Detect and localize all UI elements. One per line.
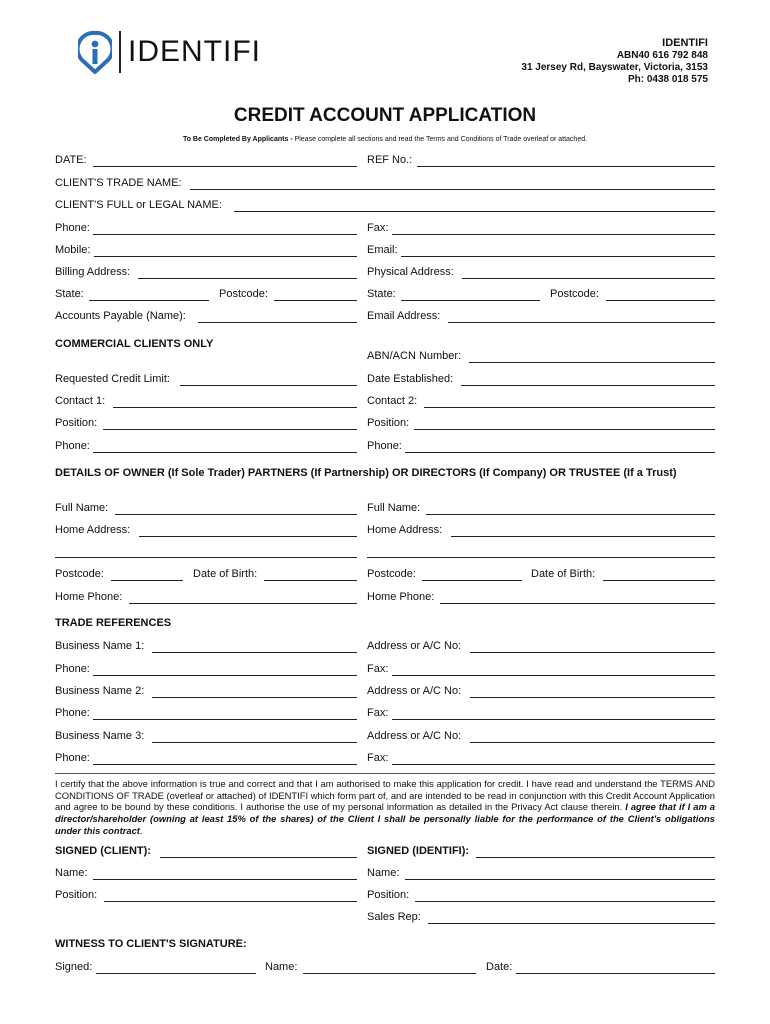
witness-signed-label: Signed:: [55, 961, 93, 973]
ref-phone3-label: Phone:: [55, 752, 90, 764]
witness-date-field[interactable]: [516, 973, 715, 974]
witness-signed-field[interactable]: [96, 973, 256, 974]
signed-client-label: SIGNED (CLIENT):: [55, 845, 151, 857]
page-title: CREDIT ACCOUNT APPLICATION: [233, 105, 537, 126]
declaration-text: [55, 778, 715, 837]
commercial-phone2-label: Phone:: [367, 440, 402, 452]
mobile-label: Mobile:: [55, 244, 91, 256]
address-ac3-field[interactable]: [470, 742, 715, 743]
home-address2-label: Home Address:: [367, 524, 443, 536]
declaration-end: .: [139, 824, 143, 836]
commercial-phone2-field[interactable]: [405, 452, 715, 453]
dob1-field[interactable]: [264, 580, 357, 581]
date-established-field[interactable]: [461, 385, 715, 386]
dob2-label: Date of Birth:: [531, 568, 596, 580]
fax-label: Fax:: [367, 222, 389, 234]
phone-label: Phone:: [55, 222, 90, 234]
owner-postcode2-label: Postcode:: [367, 568, 416, 580]
commercial-phone1-label: Phone:: [55, 440, 90, 452]
ref-field[interactable]: [417, 166, 715, 167]
accounts-payable-field[interactable]: [198, 322, 357, 323]
client-name-label: Name:: [55, 867, 88, 879]
business2-field[interactable]: [152, 697, 357, 698]
address-ac2-label: Address or A/C No:: [367, 685, 462, 697]
client-position-field[interactable]: [104, 901, 357, 902]
declaration-emphasis: I agree that if I am a director/shareholder (owning at least 15% of the shares) of the Client I shall be personally liable for the performance of the Client's obligations under this contract: [55, 801, 715, 836]
owner-postcode1-field[interactable]: [111, 580, 183, 581]
company-phone: Ph: 0438 018 575: [627, 74, 708, 85]
ref-fax1-field[interactable]: [392, 675, 715, 676]
signed-identifi-label: SIGNED (IDENTIFI):: [367, 845, 470, 857]
home-address1-field[interactable]: [139, 536, 357, 537]
owners-heading: DETAILS OF OWNER (If Sole Trader) PARTNERS (If Partnership) OR DIRECTORS (If Company) OR TRUSTEE (If a Trust): [55, 467, 677, 479]
signed-client-field[interactable]: [160, 857, 357, 858]
postcode-field[interactable]: [274, 300, 357, 301]
trade-name-field[interactable]: [190, 189, 715, 190]
physical-postcode-label: Postcode:: [550, 288, 599, 300]
commercial-phone1-field[interactable]: [93, 452, 357, 453]
ref-phone1-field[interactable]: [93, 675, 357, 676]
ref-fax1-label: Fax:: [367, 663, 389, 675]
full-name1-label: Full Name:: [55, 502, 109, 514]
home-address2-field[interactable]: [451, 536, 715, 537]
ref-fax3-label: Fax:: [367, 752, 389, 764]
company-abn: ABN40 616 792 848: [616, 50, 708, 61]
identifi-position-field[interactable]: [415, 901, 715, 902]
ref-label: REF No.:: [367, 154, 413, 166]
contact2-field[interactable]: [424, 407, 715, 408]
instructions-text: Please complete all sections and read the Terms and Conditions of Trade overleaf or attached.: [292, 136, 588, 143]
declaration-body: I certify that the above information is true and correct and that I am authorised to make this application for credit. I have read and understand the TERMS AND CONDITIONS OF TRADE (overleaf or attached) of IDENTIFI which form part of, and are intended to be read in conjunction with this Credit Account Application and agree to be bound by these conditions. I authorise the use of my personal information as detailed in the Privacy Act clause therein.: [55, 778, 715, 813]
commercial-heading: COMMERCIAL CLIENTS ONLY: [55, 338, 214, 350]
company-logo: [78, 30, 261, 74]
home-address1-line2[interactable]: [55, 557, 357, 558]
trade-name-label: CLIENT'S TRADE NAME:: [55, 177, 182, 189]
ref-phone1-label: Phone:: [55, 663, 90, 675]
dob1-label: Date of Birth:: [193, 568, 258, 580]
owner-postcode1-label: Postcode:: [55, 568, 104, 580]
trade-references-heading: TRADE REFERENCES: [55, 617, 172, 629]
witness-date-label: Date:: [486, 961, 513, 973]
business3-label: Business Name 3:: [55, 730, 145, 742]
owner-postcode2-field[interactable]: [422, 580, 522, 581]
address-ac2-field[interactable]: [470, 697, 715, 698]
identifi-name-field[interactable]: [405, 879, 715, 880]
physical-address-field[interactable]: [462, 278, 715, 279]
credit-limit-label: Requested Credit Limit:: [55, 373, 170, 385]
contact1-label: Contact 1:: [55, 395, 106, 407]
billing-address-field[interactable]: [138, 278, 357, 279]
home-address2-line2[interactable]: [367, 557, 715, 558]
business1-field[interactable]: [152, 652, 357, 653]
date-field[interactable]: [93, 166, 357, 167]
logo-divider: [119, 31, 121, 73]
company-address: 31 Jersey Rd, Bayswater, Victoria, 3153: [521, 62, 708, 73]
home-phone2-label: Home Phone:: [367, 591, 435, 603]
physical-state-field[interactable]: [401, 300, 540, 301]
address-ac1-label: Address or A/C No:: [367, 640, 462, 652]
date-label: DATE:: [55, 154, 87, 166]
home-address1-label: Home Address:: [55, 524, 131, 536]
witness-name-label: Name:: [265, 961, 298, 973]
fax-field[interactable]: [392, 234, 715, 235]
client-name-field[interactable]: [93, 879, 357, 880]
witness-heading: WITNESS TO CLIENT'S SIGNATURE:: [55, 938, 247, 950]
address-ac3-label: Address or A/C No:: [367, 730, 462, 742]
contact1-field[interactable]: [113, 407, 357, 408]
full-name1-field[interactable]: [115, 514, 357, 515]
instructions-bold: To Be Completed By Applicants -: [182, 136, 293, 143]
legal-name-field[interactable]: [234, 211, 715, 212]
instructions: [0, 136, 770, 143]
physical-postcode-field[interactable]: [606, 300, 715, 301]
sales-rep-label: Sales Rep:: [367, 911, 421, 923]
ref-fax2-field[interactable]: [392, 719, 715, 720]
ref-fax2-label: Fax:: [367, 707, 389, 719]
home-phone2-field[interactable]: [440, 603, 715, 604]
accounts-payable-label: Accounts Payable (Name):: [55, 310, 186, 322]
signed-identifi-field[interactable]: [476, 857, 715, 858]
dob2-field[interactable]: [603, 580, 715, 581]
postcode-label: Postcode:: [219, 288, 268, 300]
email-address-field[interactable]: [448, 322, 715, 323]
email-label: Email:: [367, 244, 398, 256]
physical-state-label: State:: [367, 288, 396, 300]
full-name2-label: Full Name:: [367, 502, 421, 514]
identifi-name-label: Name:: [367, 867, 400, 879]
mobile-field[interactable]: [94, 256, 357, 257]
business2-label: Business Name 2:: [55, 685, 145, 697]
billing-address-label: Billing Address:: [55, 266, 131, 278]
full-name2-field[interactable]: [426, 514, 715, 515]
ref-fax3-field[interactable]: [392, 764, 715, 765]
phone-field[interactable]: [93, 234, 357, 235]
position2-field[interactable]: [414, 429, 715, 430]
abn-acn-field[interactable]: [469, 362, 715, 363]
declaration-rule: [55, 773, 715, 774]
identifi-logo-icon: [78, 30, 112, 74]
state-field[interactable]: [89, 300, 209, 301]
legal-name-label: CLIENT'S FULL or LEGAL NAME:: [55, 199, 222, 211]
physical-address-label: Physical Address:: [367, 266, 454, 278]
address-ac1-field[interactable]: [470, 652, 715, 653]
business3-field[interactable]: [152, 742, 357, 743]
contact2-label: Contact 2:: [367, 395, 418, 407]
date-established-label: Date Established:: [367, 373, 454, 385]
credit-limit-field[interactable]: [180, 385, 357, 386]
position2-label: Position:: [367, 417, 410, 429]
abn-acn-label: ABN/ACN Number:: [367, 350, 462, 362]
business1-label: Business Name 1:: [55, 640, 145, 652]
company-name: IDENTIFI: [662, 37, 708, 49]
home-phone1-label: Home Phone:: [55, 591, 123, 603]
position1-label: Position:: [55, 417, 98, 429]
ref-phone2-label: Phone:: [55, 707, 90, 719]
ref-phone3-field[interactable]: [93, 764, 357, 765]
position1-field[interactable]: [103, 429, 357, 430]
email-address-label: Email Address:: [367, 310, 441, 322]
ref-phone2-field[interactable]: [93, 719, 357, 720]
witness-name-field[interactable]: [303, 973, 476, 974]
identifi-position-label: Position:: [367, 889, 410, 901]
state-label: State:: [55, 288, 84, 300]
sales-rep-field[interactable]: [428, 923, 715, 924]
client-position-label: Position:: [55, 889, 98, 901]
email-field[interactable]: [401, 256, 715, 257]
logo-wordmark: IDENTIFI: [128, 35, 261, 68]
home-phone1-field[interactable]: [129, 603, 357, 604]
